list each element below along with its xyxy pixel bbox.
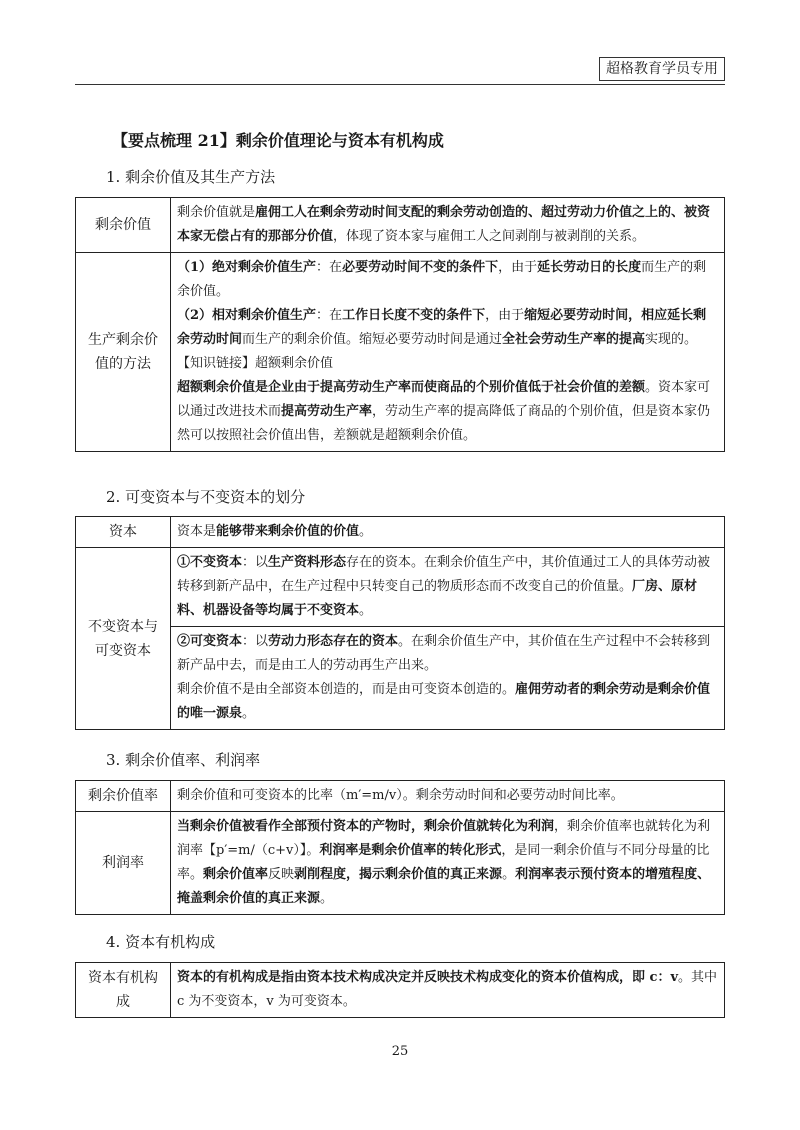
section-title: 【要点梳理 21】剩余价值理论与资本有机构成	[112, 131, 444, 150]
table-row	[76, 548, 725, 627]
row-content: 剩余价值就是雇佣工人在剩余劳动时间支配的剩余劳动创造的、超过劳动力价值之上的、被资本家无偿占有的那部分价值，体现了资本家与雇佣工人之间剥削与被剥削的关系。	[171, 198, 725, 253]
row-label: 利润率	[76, 812, 171, 915]
header-tag: 超格教育学员专用	[599, 57, 725, 81]
table-row	[76, 627, 725, 730]
table-row	[76, 812, 725, 915]
table-row	[76, 253, 725, 452]
table-row	[76, 963, 725, 1018]
table-surplus-value	[75, 197, 725, 452]
absolute-surplus-paragraph: （1）绝对剩余价值生产：在必要劳动时间不变的条件下，由于延长劳动日的长度而生产的剩余价值。	[177, 260, 707, 299]
row-label: 资本	[76, 517, 171, 548]
table-rates	[75, 780, 725, 915]
constant-capital-cell: ①不变资本：以生产资料形态存在的资本。在剩余价值生产中，其价值通过工人的具体劳动被转移到新产品中，在生产过程中只转变自己的物质形态而不改变自己的价值量。厂房、原材料、机器设备等均属于不变资本。	[171, 548, 725, 627]
row-content	[171, 253, 725, 452]
table-row	[76, 517, 725, 548]
row-content: 资本是能够带来剩余价值的价值。	[171, 517, 725, 548]
row-content: 资本的有机构成是指由资本技术构成决定并反映技术构成变化的资本价值构成，即 c：v。其中 c 为不变资本，v 为可变资本。	[171, 963, 725, 1018]
row-label: 剩余价值	[76, 198, 171, 253]
subheading-3: 3. 剩余价值率、利润率	[106, 751, 261, 769]
row-content: 剩余价值和可变资本的比率（m′=m/v）。剩余劳动时间和必要劳动时间比率。	[171, 781, 725, 812]
variable-capital-cell: ②可变资本：以劳动力形态存在的资本。在剩余价值生产中，其价值在生产过程中不会转移到新产品中去，而是由工人的劳动再生产出来。 剩余价值不是由全部资本创造的，而是由可变资本创造的。雇佣劳动者的剩余劳动是剩余价值的唯一源泉。	[171, 627, 725, 730]
table-row	[76, 781, 725, 812]
header-rule	[75, 84, 725, 85]
row-label: 资本有机构成	[76, 963, 171, 1018]
row-label: 剩余价值率	[76, 781, 171, 812]
table-organic-composition	[75, 962, 725, 1018]
row-label: 生产剩余价 值的方法	[76, 253, 171, 452]
knowledge-link: 【知识链接】超额剩余价值	[177, 356, 334, 371]
excess-surplus-paragraph: 超额剩余价值是企业由于提高劳动生产率而使商品的个别价值低于社会价值的差额。资本家可以通过改进技术而提高劳动生产率，劳动生产率的提高降低了商品的个别价值，但是资本家仍然可以按照社会价值出售，差额就是超额剩余价值。	[177, 380, 711, 443]
subheading-1: 1. 剩余价值及其生产方法	[106, 168, 276, 186]
table-row	[76, 198, 725, 253]
row-content: 当剩余价值被看作全部预付资本的产物时，剩余价值就转化为利润，剩余价值率也就转化为利润率【p′=m/（c+v）】。利润率是剩余价值率的转化形式，是同一剩余价值与不同分母量的比率。剩余价值率反映剥削程度，揭示剩余价值的真正来源。利润率表示预付资本的增殖程度、掩盖剩余价值的真正来源。	[171, 812, 725, 915]
table-capital	[75, 516, 725, 730]
row-label: 不变资本与 可变资本	[76, 548, 171, 730]
page-number: 25	[391, 1044, 409, 1059]
subheading-2: 2. 可变资本与不变资本的划分	[106, 488, 306, 506]
subheading-4: 4. 资本有机构成	[106, 933, 216, 951]
relative-surplus-paragraph: （2）相对剩余价值生产：在工作日长度不变的条件下，由于缩短必要劳动时间，相应延长剩余劳动时间而生产的剩余价值。缩短必要劳动时间是通过全社会劳动生产率的提高实现的。	[177, 308, 707, 347]
